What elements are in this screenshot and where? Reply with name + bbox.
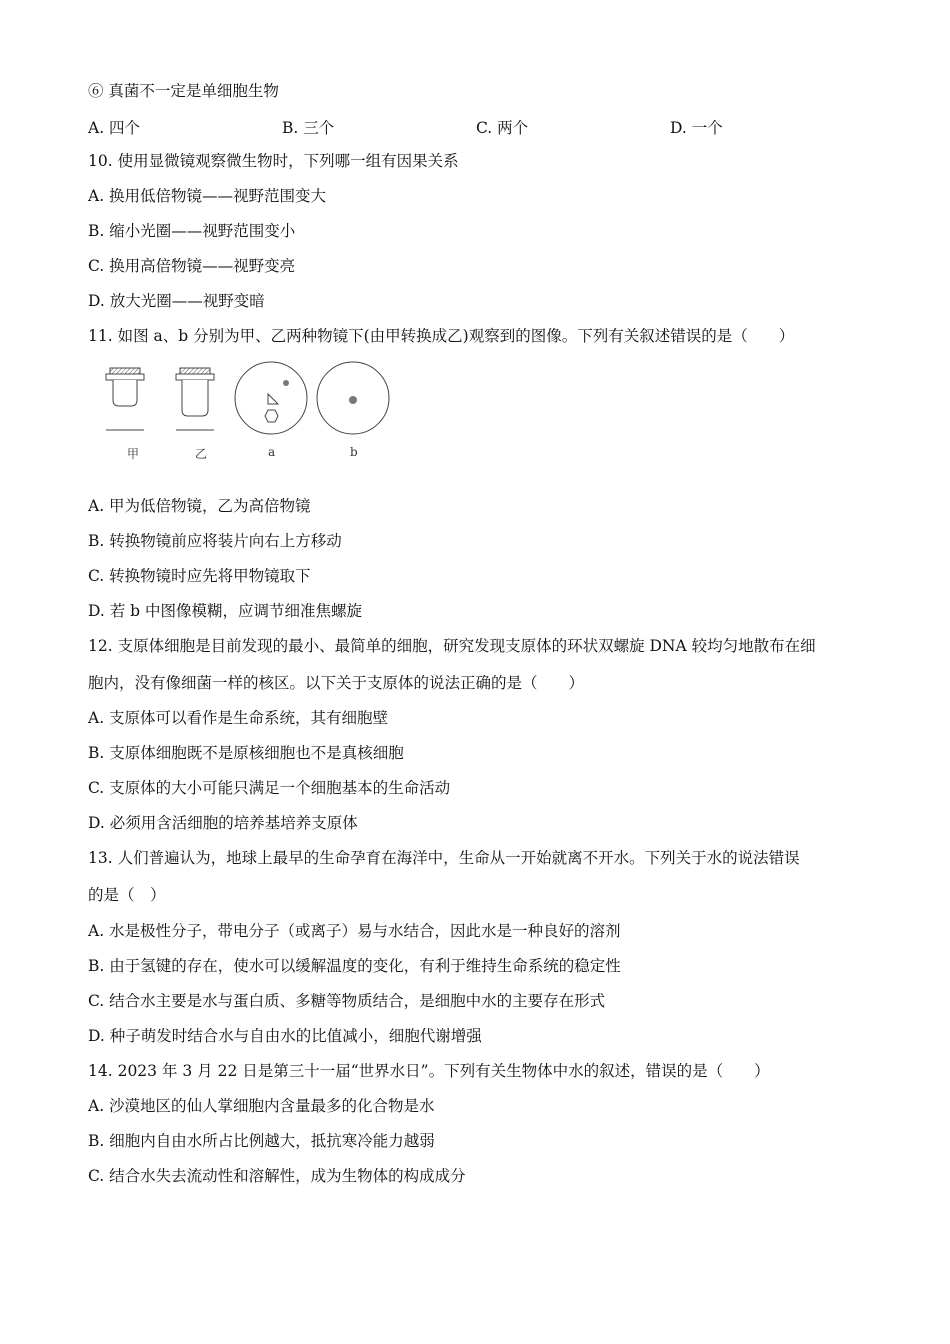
- q10-option-b: B. 缩小光圈——视野范围变小: [88, 222, 296, 240]
- q11-option-b: B. 转换物镜前应将装片向右上方移动: [88, 532, 342, 550]
- q9-option-c: C. 两个: [476, 119, 529, 137]
- objective-yi-icon: [176, 368, 214, 430]
- q12-stem-line1: 12. 支原体细胞是目前发现的最小、最简单的细胞，研究发现支原体的环状双螺旋 DNA 较均匀地散布在细: [88, 637, 816, 655]
- q14-option-c: C. 结合水失去流动性和溶解性，成为生物体的构成成分: [88, 1167, 466, 1185]
- figure-label-yi: 乙: [195, 447, 208, 461]
- q11-option-a: A. 甲为低倍物镜，乙为高倍物镜: [88, 497, 311, 515]
- q10-stem: 10. 使用显微镜观察微生物时，下列哪一组有因果关系: [88, 152, 459, 170]
- q12-option-b: B. 支原体细胞既不是原核细胞也不是真核细胞: [88, 744, 404, 762]
- q9-options: [88, 116, 868, 136]
- q9-option-d: D. 一个: [670, 119, 723, 137]
- q9-option-b: B. 三个: [282, 119, 335, 137]
- q11-option-d: D. 若 b 中图像模糊，应调节细准焦螺旋: [88, 602, 363, 620]
- q10-option-d: D. 放大光圈——视野变暗: [88, 292, 265, 310]
- q13-option-d: D. 种子萌发时结合水与自由水的比值减小，细胞代谢增强: [88, 1027, 482, 1045]
- q12-stem-line2: 胞内，没有像细菌一样的核区。以下关于支原体的说法正确的是（ ）: [88, 674, 585, 692]
- q10-option-a: A. 换用低倍物镜——视野范围变大: [88, 187, 327, 205]
- q11-stem: 11. 如图 a、b 分别为甲、乙两种物镜下(由甲转换成乙)观察到的图像。下列有关叙述错误的是（ ）: [88, 327, 795, 345]
- view-a-circle: [235, 362, 307, 434]
- q14-option-a: A. 沙漠地区的仙人掌细胞内含量最多的化合物是水: [88, 1097, 435, 1115]
- objective-jia-icon: [106, 368, 144, 430]
- q10-option-c: C. 换用高倍物镜——视野变亮: [88, 257, 296, 275]
- q13-option-c: C. 结合水主要是水与蛋白质、多糖等物质结合，是细胞中水的主要存在形式: [88, 992, 606, 1010]
- q14-stem: 14. 2023 年 3 月 22 日是第三十一届“世界水日”。下列有关生物体中水的叙述，错误的是（ ）: [88, 1062, 770, 1080]
- q13-stem-line2: 的是（ ）: [88, 886, 166, 904]
- q11-option-c: C. 转换物镜时应先将甲物镜取下: [88, 567, 311, 585]
- q9-item-6: ⑥ 真菌不一定是单细胞生物: [88, 82, 279, 100]
- figure-label-b: b: [350, 445, 358, 459]
- q13-stem-line1: 13. 人们普遍认为，地球上最早的生命孕育在海洋中，生命从一开始就离不开水。下列关于水的说法错误: [88, 849, 800, 867]
- view-b-circle: [317, 362, 389, 434]
- q14-option-b: B. 细胞内自由水所占比例越大，抵抗寒冷能力越弱: [88, 1132, 435, 1150]
- q12-option-a: A. 支原体可以看作是生命系统，其有细胞壁: [88, 709, 389, 727]
- figure-label-a: a: [268, 445, 276, 459]
- microscope-figure: [100, 360, 400, 470]
- figure-label-jia: 甲: [127, 447, 140, 461]
- q13-option-b: B. 由于氢键的存在，使水可以缓解温度的变化，有利于维持生命系统的稳定性: [88, 957, 621, 975]
- q12-option-c: C. 支原体的大小可能只满足一个细胞基本的生命活动: [88, 779, 451, 797]
- q13-option-a: A. 水是极性分子，带电分子（或离子）易与水结合，因此水是一种良好的溶剂: [88, 922, 621, 940]
- q9-option-a: A. 四个: [88, 119, 141, 137]
- microscope-diagram: [100, 360, 400, 440]
- q12-option-d: D. 必须用含活细胞的培养基培养支原体: [88, 814, 358, 832]
